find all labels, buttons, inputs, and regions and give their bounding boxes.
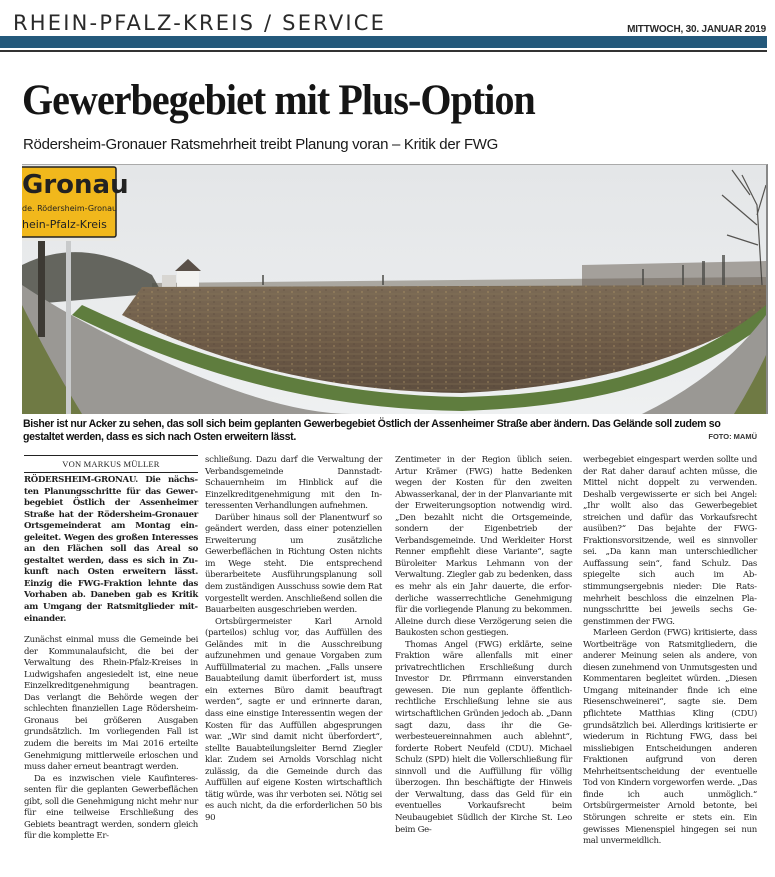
header-band xyxy=(0,36,767,48)
photo-credit: FOTO: MAMÜ xyxy=(708,432,757,441)
article-paragraph: Marleen Gerdon (FWG) kritisierte, dass Wortbeiträge von Ratsmitgliedern, die anderer Meinung seien als andere, von diesen zunehmend von Unmutsgesten und Kommentaren begleitet würden. „Diesen Umgang miteinander finde ich eine Riesenschweinerei“, sagte sie. Dem pflichtete Matthias Kling (CDU) grundsätzlich bei. Allerdings kritisierte er wiederum in Richtung FWG, dass bei missliebigen Entscheidungen anderen Fraktionen aufgrund von deren Mehrheitsentscheidung der eventuelle Tod von Kindern vorgeworfen werde. „Das finde ich auch unmöglich.“ Ortsbürgermeister Arnold betonte, bei Störungen schreite er stets ein. Ein gewisses Mienenspiel hingegen sei nun mal unvermeidlich. xyxy=(583,628,757,847)
section-title: RHEIN-PFALZ-KREIS / SERVICE xyxy=(13,11,387,35)
article-paragraph: Darüber hinaus soll der Planentwurf so geändert werden, dass einer potenziellen Erweiterung um zusätzliche Gewerbeflächen in Richtung Osten nichts im Wege steht. Die entsprechend überarbeitete Ausführungsplanung soll dem zuständigen Ausschuss sowie dem Rat vorgestellt werden. Anschließend sollen die Bauarbeiten ausgeschrieben werden. xyxy=(205,512,382,616)
field-landscape-image xyxy=(22,165,766,414)
article-paragraph: Zunächst einmal muss die Gemeinde bei der Kommunalaufsicht, die bei der Verwaltung des Rhein-Pfalz-Kreises in Ludwigshafen angesiedelt ist, eine neue Einzelkreditgenehmigung beantragen. Das verlangt die Behörde wegen der schlechten finanziellen Lage Rödersheim-Gronaus bei größeren Ausgaben grundsätzlich. Im vorliegenden Fall ist zudem die bereits im Mai 2016 erteilte Genehmigung mittlerweile erloschen und muss daher erneut beantragt werden. xyxy=(24,635,198,773)
article-paragraph: Ortsbürgermeister Karl Arnold (parteilos) schlug vor, das Auffüllen des Geländes mit in die Ausschreibung aufzunehmen und genaue Vorgaben zum Auffüllmaterial zu machen. „Falls unsere Bauabteilung damit überfordert ist, muss ein externes Büro damit beauftragt werden“, sagte er und erinnerte daran, dass eine einstige Interessentin wegen der Kosten für das Auffüllen abgesprungen war. „Wir sind damit nicht überfordert“, stellte Bauabteilungsleiter Bernd Ziegler klar. Zudem sei Arnolds Vorschlag nicht zulässig, da die Gemeinde durch das Auffüllen auf eigene Kosten wirtschaftlich tätig würde, was ihr verboten sei. Nötig sei es auch nicht, da die erforderlichen 50 bis 90 xyxy=(205,616,382,823)
article-column-2 xyxy=(205,455,382,825)
article-paragraph: Da es inzwischen viele Kaufinteressenten für die geplanten Gewerbeflächen gibt, soll die Genehmigung nicht mehr nur für eine teilweise Erschließung des Gebiets beantragt werden, sondern gleich für die komplette Er- xyxy=(24,773,198,842)
byline-rule-top xyxy=(24,455,198,456)
article-photo xyxy=(22,164,768,414)
article-paragraph: Thomas Angel (FWG) erklärte, seine Fraktion wäre allenfalls mit einer privatrechtlichen Erschließung durch Investor Dr. Pfirrmann einverstanden gewesen. Die nun geplante öffentlich-rechtliche Erschließung lehne sie aus wirtschaftlichen Gründen jedoch ab. „Dann sagt dazu, dass ihr die Gewerbesteuereinnahmen auch ablehnt“, forderte Robert Neufeld (CDU). Michael Schulz (SPD) hielt die Vollerschließung für sinnvoll und die Auffüllung für völlig überzogen. Ihn beschäftigte der Hinweis der Verwaltung, dass das Geld für ein eventuelles Vorkaufsrecht beim Neubaugebiet Südlich der Kirche St. Leo beim Ge- xyxy=(395,639,572,835)
article-paragraph: werbegebiet eingespart werden sollte und der Rat daher darauf achten müsse, die Mittel nicht doppelt zu verwenden. Deshalb vergewisserte er sich bei Angel: „Ihr wollt also das Gewerbegebiet streichen und dafür das Vorkaufsrecht ausüben?“ Das bejahte der FWG-Fraktionsvorsitzende, weil es sinnvoller sei. „Da kann man unterschiedlicher Auffassung sein“, fand Schulz. Das spiegelte sich auch im Abstimmungsergebnis nieder: Die Ratsmehrheit beschloss die einzelnen Planungsschritte bei jeweils sechs Gegenstimmen der FWG. xyxy=(583,455,757,627)
issue-date: MITTWOCH, 30. JANUAR 2019 xyxy=(627,24,766,35)
article-paragraph: Zentimeter in der Region üblich seien. Artur Krämer (FWG) hatte Bedenken wegen der Kosten für den zweiten Abwasserkanal, der in der Planvariante mit der Erweiterungsoption notwendig wird. „Den bezahlt nicht die Ortsgemeinde, sondern der Eigenbetrieb der Verbandsgemeinde. Und Werkleiter Horst Renner empfiehlt diese Variante“, sagte Büroleiter Markus Lehmann von der Verwaltung. Ziegler gab zu bedenken, dass es mehr als ein Jahr dauerte, die erforderliche wasserrechtliche Genehmigung für die vorliegende Planung zu bekommen. Alleine durch diese Verzögerung seien die Baukosten schon gestiegen. xyxy=(395,455,572,639)
article-lead: RÖDERSHEIM-GRONAU. Die nächsten Planungsschritte für das Gewerbegebiet Östlich der Assenheimer Straße hat der Rödersheim-Gronauer Ortsgemeinderat am Montag eingeleitet. Wegen des großen Interesses an den Flächen soll das Areal so gestaltet werden, dass es sich in Zukunft nach Osten erweitern lässt. Einzig die FWG-Fraktion lehnte das Vorhaben ab. Daneben gab es Kritik am Umgang der Ratsmitglieder miteinander. xyxy=(24,475,198,624)
article-paragraph: schließung. Dazu darf die Verwaltung der Verbandsgemeinde Dannstadt-Schauernheim im Hinblick auf die Einzelkreditgenehmigung mit den Interessenten Verhandlungen aufnehmen. xyxy=(205,455,382,512)
byline-rule-bottom xyxy=(24,472,198,473)
headline: Gewerbegebiet mit Plus-Option xyxy=(22,77,535,124)
sign-town-name: Gronau xyxy=(22,170,129,200)
byline: VON MARKUS MÜLLER xyxy=(62,459,160,469)
sign-municipality: de. Rödersheim-Gronau xyxy=(22,204,118,213)
photo-caption: Bisher ist nur Acker zu sehen, das soll sich beim geplanten Gewerbegebiet Östlich der Assenheimer Straße aber ändern. Das Gelände soll zudem so gestaltet werden, dass es sich nach Osten erweitern lässt. xyxy=(23,418,721,443)
sign-district: hein-Pfalz-Kreis xyxy=(22,218,107,231)
article-column-3 xyxy=(395,455,572,836)
article-column-4 xyxy=(583,455,757,848)
article-column-1 xyxy=(24,475,198,843)
subheadline: Rödersheim-Gronauer Ratsmehrheit treibt Planung voran – Kritik der FWG xyxy=(23,136,499,153)
header-rule xyxy=(0,50,767,52)
